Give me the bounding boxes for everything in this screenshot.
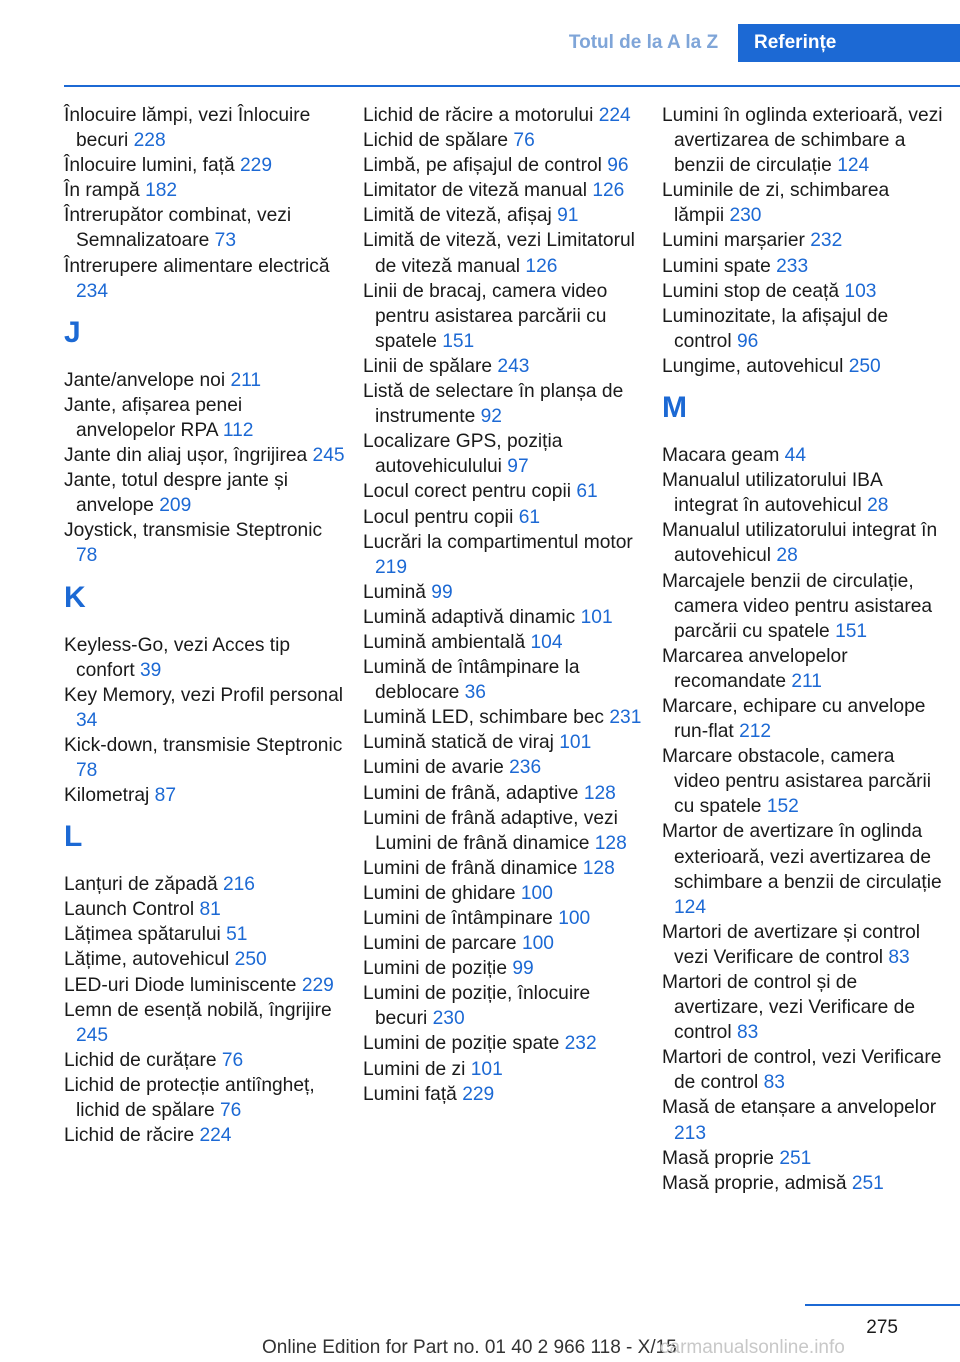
index-page-link[interactable]: 230	[729, 205, 762, 227]
index-entry-term: Keyless-Go, vezi Acces tip confort	[64, 634, 291, 681]
index-entry-term: Lumini spate	[662, 255, 771, 277]
index-entry	[662, 443, 944, 468]
index-page-link[interactable]: 36	[464, 682, 486, 704]
index-entry-term: Manualul utilizatorului IBA integrat în autovehicul	[662, 470, 882, 517]
index-entry	[662, 279, 944, 304]
index-entry-term: Lumini de poziție	[363, 958, 507, 980]
index-page-link[interactable]: 87	[154, 785, 176, 807]
index-entry-term: Macara geam	[662, 445, 780, 467]
index-page-link[interactable]: 100	[521, 933, 554, 955]
index-entry	[64, 922, 346, 947]
index-entry-term: Lichid de răcire	[64, 1125, 195, 1147]
index-entry	[64, 973, 346, 998]
index-page-link[interactable]: 128	[594, 832, 627, 854]
index-letter-heading: K	[64, 580, 86, 614]
index-page-link[interactable]: 51	[226, 924, 248, 946]
index-page-link[interactable]: 100	[520, 882, 553, 904]
index-page-link[interactable]: 209	[159, 495, 192, 517]
index-entry-term: Lumini de avarie	[363, 757, 504, 779]
index-page-link[interactable]: 112	[222, 419, 254, 441]
index-entry	[363, 580, 645, 605]
index-entry-term: Linii de bracaj, camera video pentru asistarea parcării cu spatele	[363, 280, 608, 352]
index-entry-term: Localizare GPS, poziția autovehiculului	[363, 431, 563, 478]
index-entry-term: Lumini de frână dinamice	[363, 857, 578, 879]
index-entry	[64, 153, 346, 178]
index-entry-term: Locul corect pentru copii	[363, 481, 571, 503]
index-entry	[64, 998, 346, 1048]
index-page-link[interactable]: 216	[222, 874, 255, 896]
index-entry	[363, 856, 645, 881]
index-page-link[interactable]: 76	[513, 130, 535, 152]
index-page-link[interactable]: 124	[837, 155, 870, 177]
index-page-link[interactable]: 250	[848, 355, 881, 377]
edition-note: Online Edition for Part no. 01 40 2 966 118 - X/15	[262, 1337, 677, 1358]
index-page-link[interactable]: 228	[133, 130, 166, 152]
index-page-link[interactable]: 39	[140, 659, 162, 681]
index-entry	[363, 755, 645, 780]
index-entry	[662, 744, 944, 819]
index-entry-term: Înlocuire lămpi, vezi Înlocuire becuri	[64, 105, 311, 152]
index-page-link[interactable]: 91	[557, 205, 579, 227]
index-entry-term: Joystick, transmisie Steptronic	[64, 520, 323, 542]
index-entry-term: Martor de avertizare în oglinda exterioară, vezi avertizarea de schimbare a benzii de circulație	[662, 821, 942, 893]
index-entry	[662, 304, 944, 354]
index-entry-term: Întrerupere alimentare electrică	[64, 255, 330, 277]
index-page-link[interactable]: 234	[76, 280, 109, 302]
index-entry	[363, 530, 645, 580]
index-entry	[64, 1073, 346, 1123]
index-entry	[64, 368, 346, 393]
index-entry-term: Lumini de poziție, înlocuire becuri	[363, 983, 591, 1030]
index-entry-term: Kilometraj	[64, 785, 150, 807]
index-page-link[interactable]: 103	[844, 280, 877, 302]
index-page-link[interactable]: 182	[145, 180, 178, 202]
index-page-link[interactable]: 128	[583, 782, 616, 804]
index-page-link[interactable]: 76	[220, 1100, 242, 1121]
index-page-link[interactable]: 211	[230, 369, 262, 391]
index-entry	[64, 393, 346, 443]
index-page-link[interactable]: 100	[558, 908, 591, 929]
index-entry-term: Lemn de esență nobilă, îngrijire	[64, 999, 332, 1021]
index-page-link[interactable]: 28	[776, 545, 798, 567]
index-page-link[interactable]: 245	[76, 1024, 109, 1046]
index-entry-term: Jante, totul despre jante și anvelope	[64, 470, 288, 517]
index-entry	[363, 103, 645, 128]
index-entry	[662, 819, 944, 919]
index-page-link[interactable]: 101	[580, 606, 613, 628]
index-entry	[363, 279, 645, 354]
index-entry	[363, 806, 645, 856]
index-entry	[662, 1095, 944, 1145]
index-entry	[64, 254, 346, 304]
page-header	[0, 24, 960, 62]
index-entry-term: Launch Control	[64, 899, 195, 921]
index-entry-term: Marcajele benzii de circulație, camera video pentru asistarea parcării cu spatele	[662, 570, 933, 642]
index-page-link[interactable]: 101	[470, 1058, 503, 1080]
index-page-link[interactable]: 97	[507, 456, 529, 478]
index-page-link[interactable]: 99	[431, 581, 453, 603]
index-entry	[363, 1031, 645, 1056]
index-entry-term: Lichid de spălare	[363, 130, 509, 152]
index-page-link[interactable]: 250	[234, 949, 267, 971]
index-entry-term: LED-uri Diode luminiscente	[64, 974, 297, 996]
index-entry-term: Lumină de întâmpinare la deblocare	[363, 657, 580, 704]
index-page-link[interactable]: 126	[525, 255, 558, 277]
index-entry-term: Limită de viteză, vezi Limitatorul de viteză manual	[363, 230, 635, 277]
index-entry	[363, 906, 645, 931]
index-entry	[64, 683, 346, 733]
index-page-link[interactable]: 231	[609, 707, 642, 729]
index-entry-term: Lumini de întâmpinare	[363, 908, 553, 929]
index-entry-term: Lichid de răcire a motorului	[363, 105, 594, 126]
index-entry	[662, 228, 944, 253]
index-entry	[662, 644, 944, 694]
footer-rule	[805, 1304, 960, 1306]
index-column-1	[64, 103, 346, 1148]
index-entry-term: Martori de avertizare și control vezi Verificare de control	[662, 921, 921, 968]
index-entry	[64, 203, 346, 253]
index-entry-term: Jante din aliaj ușor, îngrijirea	[64, 445, 308, 467]
index-entry	[64, 947, 346, 972]
index-entry-term: Lichid de protecție antiîngheț, lichid de spălare	[64, 1074, 315, 1121]
index-entry-term: Jante/anvelope noi	[64, 369, 226, 391]
section-title: Totul de la A la Z	[568, 32, 719, 53]
index-entry-term: Key Memory, vezi Profil personal	[64, 684, 344, 706]
index-page-link[interactable]: 224	[199, 1125, 232, 1147]
index-page-link[interactable]: 28	[867, 495, 889, 517]
index-page-link[interactable]: 245	[312, 445, 345, 467]
index-letter-heading: M	[662, 391, 687, 425]
index-page-link[interactable]: 83	[763, 1072, 785, 1094]
index-entry-term: Întrerupător combinat, vezi Semnalizatoare	[64, 205, 292, 252]
index-entry	[662, 354, 944, 379]
index-entry-term: Lumini de frână, adaptive	[363, 782, 579, 804]
index-entry-term: Limbă, pe afișajul de control	[363, 155, 602, 177]
index-entry-term: Lumină ambientală	[363, 631, 526, 653]
index-entry	[662, 920, 944, 970]
index-entry	[64, 1123, 346, 1148]
index-page-link[interactable]: 78	[76, 545, 98, 567]
index-entry-term: Lumini de frână adaptive, vezi Lumini de frână dinamice	[363, 807, 618, 854]
index-entry	[662, 970, 944, 1045]
index-page-link[interactable]: 61	[518, 506, 541, 528]
index-entry-term: Limitator de viteză manual	[363, 180, 587, 202]
index-entry-term: Limită de viteză, afișaj	[363, 205, 552, 227]
index-entry-term: Lumină adaptivă dinamic	[363, 606, 576, 628]
index-page-link[interactable]: 99	[512, 958, 534, 980]
index-entry	[363, 379, 645, 429]
index-page-link[interactable]: 211	[791, 670, 822, 692]
index-entry	[64, 178, 346, 203]
index-entry-term: Masă proprie	[662, 1147, 774, 1169]
index-page-link[interactable]: 224	[598, 105, 631, 126]
index-entry-term: Lumini de parcare	[363, 933, 517, 955]
index-entry	[363, 630, 645, 655]
index-page-link[interactable]: 126	[592, 180, 625, 202]
index-entry-term: Listă de selectare în planșa de instrumente	[363, 381, 624, 428]
index-entry	[363, 128, 645, 153]
index-entry	[363, 730, 645, 755]
index-entry	[662, 1045, 944, 1095]
index-page-link[interactable]: 229	[301, 974, 334, 996]
index-entry	[662, 178, 944, 228]
index-entry	[64, 733, 346, 783]
index-page-link[interactable]: 232	[810, 230, 843, 252]
index-entry	[64, 897, 346, 922]
index-entry	[363, 931, 645, 956]
index-page-link[interactable]: 76	[221, 1049, 244, 1071]
index-entry-term: Lumini de poziție spate	[363, 1033, 560, 1055]
index-entry-term: Linii de spălare	[363, 355, 493, 377]
index-entry-term: Lumini în oglinda exterioară, vezi avertizarea de schimbare a benzii de circulație	[662, 105, 943, 177]
index-letter-heading: J	[64, 315, 81, 349]
index-entry	[363, 605, 645, 630]
index-entry-term: Lumini față	[363, 1083, 457, 1105]
index-entry-term: Marcarea anvelopelor recomandate	[662, 645, 848, 692]
index-page-link[interactable]: 152	[766, 796, 799, 818]
index-entry	[363, 655, 645, 705]
index-page-link[interactable]: 101	[559, 732, 592, 754]
index-entry	[662, 254, 944, 279]
index-entry-term: Manualul utilizatorului integrat în autovehicul	[662, 520, 938, 567]
index-page-link[interactable]: 96	[736, 330, 759, 352]
index-entry-term: Luminile de zi, schimbarea lămpii	[662, 180, 890, 227]
index-entry	[64, 783, 346, 808]
index-entry-term: Martori de control și de avertizare, vezi Verificare de control	[662, 972, 916, 1044]
index-page-link[interactable]: 229	[239, 155, 272, 177]
index-entry	[662, 468, 944, 518]
index-entry	[662, 518, 944, 568]
index-entry	[363, 228, 645, 278]
index-entry-term: Martori de control, vezi Verificare de control	[662, 1047, 942, 1094]
index-entry	[64, 1048, 346, 1073]
index-entry-term: Lungime, autovehicul	[662, 355, 844, 377]
index-entry	[662, 694, 944, 744]
index-entry-term: Lanțuri de zăpadă	[64, 874, 218, 896]
index-entry-term: Lumini marșarier	[662, 230, 805, 252]
index-page-link[interactable]: 236	[509, 757, 542, 779]
index-page-link[interactable]: 230	[432, 1008, 465, 1030]
index-page-link[interactable]: 73	[214, 230, 237, 252]
index-entry	[64, 633, 346, 683]
index-entry	[662, 1146, 944, 1171]
index-page-link[interactable]: 124	[674, 896, 707, 918]
index-entry	[363, 705, 645, 730]
index-entry	[363, 505, 645, 530]
index-column-3	[662, 103, 944, 1196]
index-entry-term: Lumină LED, schimbare bec	[363, 707, 605, 729]
index-entry-term: Lucrări la compartimentul motor	[363, 531, 633, 553]
index-entry-term: Jante, afișarea penei anvelopelor RPA	[64, 394, 243, 441]
index-entry	[363, 881, 645, 906]
index-column-2	[363, 103, 645, 1107]
index-page-link[interactable]: 251	[779, 1147, 812, 1169]
chapter-tab: Referințe	[738, 24, 960, 62]
index-entry-term: Luminozitate, la afișajul de control	[662, 305, 889, 352]
index-page-link[interactable]: 61	[576, 481, 598, 503]
watermark: carmanualsonline.info	[660, 1337, 845, 1358]
index-entry	[662, 103, 944, 178]
index-entry	[363, 1082, 645, 1107]
index-page-link[interactable]: 151	[442, 330, 475, 352]
index-page-link[interactable]: 104	[530, 631, 563, 653]
index-entry	[64, 518, 346, 568]
index-page-link[interactable]: 251	[851, 1172, 884, 1194]
index-entry-term: Marcare, echipare cu anvelope run-flat	[662, 695, 926, 743]
index-entry-term: Masă de etanșare a anvelopelor	[662, 1097, 937, 1119]
index-page-link[interactable]: 243	[497, 355, 530, 377]
index-page-link[interactable]: 229	[462, 1083, 495, 1105]
index-entry	[363, 153, 645, 178]
index-entry-term: Lumini de zi	[363, 1058, 466, 1080]
index-entry-term: Lățime, autovehicul	[64, 949, 230, 971]
index-entry-term: Lumini de ghidare	[363, 882, 516, 904]
index-entry	[363, 429, 645, 479]
index-entry	[363, 956, 645, 981]
index-entry	[363, 1057, 645, 1082]
index-page-link[interactable]: 44	[784, 445, 806, 467]
index-page-link[interactable]: 213	[674, 1122, 707, 1144]
index-page-link[interactable]: 232	[564, 1033, 597, 1055]
index-letter-heading: L	[64, 820, 83, 854]
header-rule	[64, 85, 960, 87]
index-entry-term: Lumină	[363, 581, 426, 603]
index-entry-term: Lumini stop de ceață	[662, 280, 840, 302]
index-entry-term: În rampă	[64, 180, 140, 202]
index-entry	[662, 1171, 944, 1196]
index-entry	[363, 479, 645, 504]
page-number: 275	[866, 1317, 898, 1338]
index-entry-term: Lățimea spătarului	[64, 924, 221, 946]
index-page-link[interactable]: 83	[736, 1022, 759, 1044]
index-entry	[64, 872, 346, 897]
index-page-link[interactable]: 92	[480, 406, 502, 428]
index-page-link[interactable]: 34	[76, 709, 98, 731]
index-page-link[interactable]: 233	[776, 255, 809, 277]
index-entry-term: Masă proprie, admisă	[662, 1172, 847, 1194]
index-page-link[interactable]: 96	[607, 155, 629, 177]
index-entry	[363, 178, 645, 203]
index-page-link[interactable]: 151	[835, 620, 868, 642]
index-entry	[363, 203, 645, 228]
index-page-link[interactable]: 81	[199, 899, 221, 921]
index-page-link[interactable]: 78	[76, 759, 98, 781]
index-entry	[363, 781, 645, 806]
index-page-link[interactable]: 212	[739, 721, 772, 743]
index-entry	[363, 981, 645, 1031]
index-entry-term: Înlocuire lumini, față	[64, 155, 235, 177]
index-entry-term: Marcare obstacole, camera video pentru asistarea parcării cu spatele	[662, 746, 932, 818]
index-entry	[64, 468, 346, 518]
index-entry-term: Locul pentru copii	[363, 506, 514, 528]
index-page-link[interactable]: 128	[582, 857, 615, 879]
index-entry	[64, 443, 346, 468]
index-page-link[interactable]: 219	[375, 556, 408, 578]
index-entry	[363, 354, 645, 379]
index-entry	[662, 569, 944, 644]
index-entry-term: Kick-down, transmisie Steptronic	[64, 734, 343, 756]
index-entry-term: Lumină statică de viraj	[363, 732, 554, 754]
index-entry-term: Lichid de curățare	[64, 1049, 217, 1071]
index-page-link[interactable]: 83	[888, 946, 910, 968]
index-entry	[64, 103, 346, 153]
